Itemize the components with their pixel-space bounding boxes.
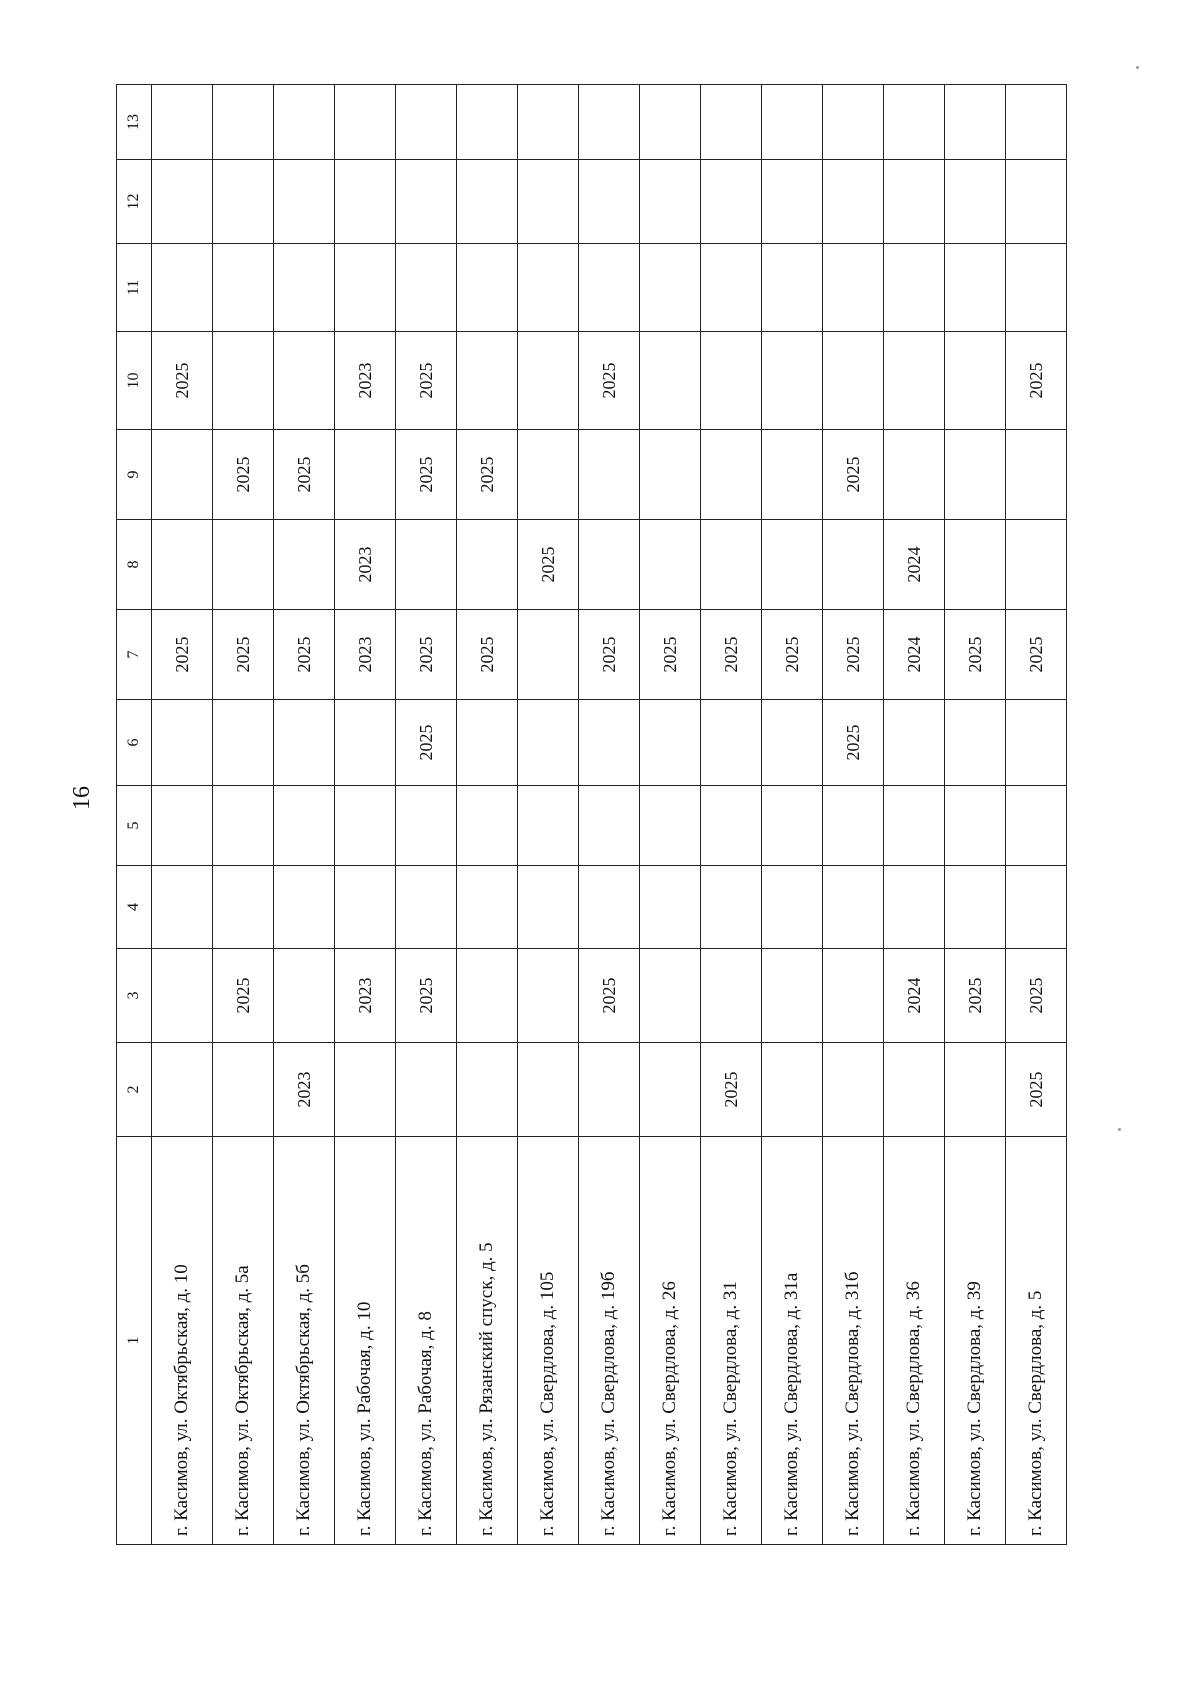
year-cell bbox=[640, 1043, 701, 1137]
year-cell bbox=[152, 520, 213, 610]
column-header-6: 6 bbox=[117, 700, 152, 786]
year-cell bbox=[213, 1043, 274, 1137]
year-cell bbox=[396, 1043, 457, 1137]
year-cell: 2025 bbox=[396, 430, 457, 520]
year-cell bbox=[213, 244, 274, 332]
year-cell: 2025 bbox=[274, 430, 335, 520]
table-rotation-frame bbox=[116, 85, 1062, 1545]
year-cell bbox=[152, 160, 213, 244]
year-cell: 2024 bbox=[884, 949, 945, 1043]
year-cell bbox=[640, 430, 701, 520]
year-cell bbox=[945, 85, 1006, 160]
year-cell bbox=[823, 332, 884, 430]
year-cell: 2025 bbox=[152, 610, 213, 700]
year-cell bbox=[640, 85, 701, 160]
year-cell bbox=[823, 866, 884, 949]
year-cell bbox=[1006, 786, 1067, 866]
year-cell bbox=[457, 244, 518, 332]
year-cell bbox=[884, 85, 945, 160]
year-cell bbox=[457, 520, 518, 610]
year-cell: 2025 bbox=[396, 332, 457, 430]
year-cell bbox=[457, 85, 518, 160]
column-header-4: 4 bbox=[117, 866, 152, 949]
table-row bbox=[884, 85, 945, 1545]
address-cell: г. Касимов, ул. Рабочая, д. 8 bbox=[396, 1137, 457, 1545]
year-cell bbox=[884, 786, 945, 866]
table-row bbox=[457, 85, 518, 1545]
year-cell bbox=[396, 244, 457, 332]
year-cell bbox=[457, 160, 518, 244]
year-cell bbox=[152, 786, 213, 866]
year-cell bbox=[762, 244, 823, 332]
year-cell bbox=[762, 430, 823, 520]
year-cell bbox=[274, 244, 335, 332]
year-cell: 2025 bbox=[213, 430, 274, 520]
year-cell: 2025 bbox=[396, 949, 457, 1043]
year-cell bbox=[823, 244, 884, 332]
year-cell bbox=[579, 160, 640, 244]
year-cell: 2024 bbox=[884, 610, 945, 700]
year-cell bbox=[457, 866, 518, 949]
year-cell bbox=[152, 430, 213, 520]
year-cell: 2025 bbox=[579, 949, 640, 1043]
year-cell: 2025 bbox=[457, 430, 518, 520]
year-cell bbox=[640, 949, 701, 1043]
year-cell bbox=[823, 786, 884, 866]
address-cell: г. Касимов, ул. Свердлова, д. 36 bbox=[884, 1137, 945, 1545]
address-cell: г. Касимов, ул. Октябрьская, д. 10 bbox=[152, 1137, 213, 1545]
year-cell bbox=[762, 520, 823, 610]
year-cell bbox=[1006, 244, 1067, 332]
year-cell bbox=[701, 700, 762, 786]
year-cell bbox=[152, 866, 213, 949]
year-cell: 2025 bbox=[823, 700, 884, 786]
year-cell bbox=[518, 949, 579, 1043]
year-cell bbox=[274, 332, 335, 430]
table-row bbox=[518, 85, 579, 1545]
year-cell bbox=[823, 1043, 884, 1137]
year-cell bbox=[579, 244, 640, 332]
year-cell bbox=[396, 866, 457, 949]
address-cell: г. Касимов, ул. Октябрьская, д. 5б bbox=[274, 1137, 335, 1545]
year-cell bbox=[945, 244, 1006, 332]
year-cell bbox=[152, 85, 213, 160]
year-cell bbox=[762, 1043, 823, 1137]
column-header-7: 7 bbox=[117, 610, 152, 700]
year-cell: 2025 bbox=[945, 610, 1006, 700]
year-cell bbox=[884, 700, 945, 786]
year-cell bbox=[579, 85, 640, 160]
column-header-13: 13 bbox=[117, 85, 152, 160]
year-cell bbox=[823, 85, 884, 160]
year-cell: 2023 bbox=[335, 332, 396, 430]
year-cell bbox=[213, 85, 274, 160]
year-cell bbox=[701, 160, 762, 244]
table-row bbox=[945, 85, 1006, 1545]
address-cell: г. Касимов, ул. Рабочая, д. 10 bbox=[335, 1137, 396, 1545]
year-cell bbox=[457, 786, 518, 866]
year-cell bbox=[823, 520, 884, 610]
year-cell bbox=[945, 700, 1006, 786]
year-cell bbox=[579, 1043, 640, 1137]
column-header-12: 12 bbox=[117, 160, 152, 244]
table-row bbox=[213, 85, 274, 1545]
address-cell: г. Касимов, ул. Свердлова, д. 31 bbox=[701, 1137, 762, 1545]
year-cell bbox=[1006, 85, 1067, 160]
year-cell bbox=[274, 786, 335, 866]
table-row bbox=[762, 85, 823, 1545]
year-cell bbox=[396, 85, 457, 160]
year-cell bbox=[396, 786, 457, 866]
year-cell bbox=[579, 520, 640, 610]
year-cell bbox=[945, 1043, 1006, 1137]
year-cell bbox=[1006, 430, 1067, 520]
year-cell bbox=[274, 520, 335, 610]
address-cell: г. Касимов, ул. Свердлова, д. 105 bbox=[518, 1137, 579, 1545]
year-cell bbox=[640, 160, 701, 244]
address-cell: г. Касимов, ул. Октябрьская, д. 5а bbox=[213, 1137, 274, 1545]
year-cell bbox=[152, 1043, 213, 1137]
year-cell bbox=[274, 700, 335, 786]
year-cell: 2025 bbox=[152, 332, 213, 430]
rotated-table-container bbox=[116, 85, 1062, 1545]
table-row bbox=[152, 85, 213, 1545]
year-cell bbox=[945, 160, 1006, 244]
year-cell bbox=[701, 786, 762, 866]
table-row bbox=[274, 85, 335, 1545]
year-cell bbox=[640, 700, 701, 786]
year-cell: 2025 bbox=[823, 430, 884, 520]
scan-speck bbox=[1118, 1128, 1121, 1131]
year-cell bbox=[274, 160, 335, 244]
year-cell bbox=[335, 866, 396, 949]
year-cell bbox=[518, 700, 579, 786]
year-cell bbox=[762, 949, 823, 1043]
year-cell bbox=[457, 949, 518, 1043]
year-cell: 2024 bbox=[884, 520, 945, 610]
table-row bbox=[335, 85, 396, 1545]
year-cell bbox=[701, 85, 762, 160]
year-cell bbox=[518, 1043, 579, 1137]
year-cell bbox=[1006, 520, 1067, 610]
year-cell bbox=[518, 610, 579, 700]
year-cell bbox=[823, 949, 884, 1043]
year-cell bbox=[457, 332, 518, 430]
year-cell bbox=[518, 85, 579, 160]
year-cell: 2025 bbox=[701, 1043, 762, 1137]
year-cell: 2025 bbox=[457, 610, 518, 700]
year-cell: 2025 bbox=[579, 332, 640, 430]
address-cell: г. Касимов, ул. Свердлова, д. 5 bbox=[1006, 1137, 1067, 1545]
column-header-1: 1 bbox=[117, 1137, 152, 1545]
column-header-10: 10 bbox=[117, 332, 152, 430]
year-cell: 2025 bbox=[640, 610, 701, 700]
year-cell bbox=[274, 866, 335, 949]
year-cell: 2025 bbox=[274, 610, 335, 700]
year-cell: 2023 bbox=[335, 949, 396, 1043]
column-header-2: 2 bbox=[117, 1043, 152, 1137]
year-cell bbox=[640, 786, 701, 866]
year-cell bbox=[152, 949, 213, 1043]
year-cell bbox=[213, 700, 274, 786]
year-cell: 2025 bbox=[579, 610, 640, 700]
year-cell bbox=[762, 160, 823, 244]
address-cell: г. Касимов, ул. Рязанский спуск, д. 5 bbox=[457, 1137, 518, 1545]
year-cell bbox=[701, 244, 762, 332]
year-cell bbox=[701, 520, 762, 610]
year-cell bbox=[152, 700, 213, 786]
column-header-8: 8 bbox=[117, 520, 152, 610]
year-cell bbox=[1006, 866, 1067, 949]
year-cell bbox=[335, 430, 396, 520]
year-cell bbox=[396, 160, 457, 244]
column-header-11: 11 bbox=[117, 244, 152, 332]
address-cell: г. Касимов, ул. Свердлова, д. 19б bbox=[579, 1137, 640, 1545]
column-header-5: 5 bbox=[117, 786, 152, 866]
year-cell: 2025 bbox=[1006, 1043, 1067, 1137]
year-cell: 2023 bbox=[335, 610, 396, 700]
year-cell bbox=[701, 332, 762, 430]
scan-speck bbox=[1136, 66, 1139, 69]
year-cell bbox=[945, 786, 1006, 866]
year-cell bbox=[945, 866, 1006, 949]
year-cell bbox=[945, 332, 1006, 430]
address-cell: г. Касимов, ул. Свердлова, д. 26 bbox=[640, 1137, 701, 1545]
year-cell bbox=[884, 244, 945, 332]
year-cell: 2025 bbox=[762, 610, 823, 700]
year-cell: 2025 bbox=[701, 610, 762, 700]
year-cell bbox=[701, 430, 762, 520]
year-cell: 2025 bbox=[1006, 332, 1067, 430]
year-cell bbox=[213, 160, 274, 244]
year-cell: 2025 bbox=[213, 610, 274, 700]
year-cell: 2025 bbox=[518, 520, 579, 610]
year-cell: 2025 bbox=[396, 700, 457, 786]
year-cell bbox=[579, 430, 640, 520]
year-cell bbox=[701, 949, 762, 1043]
year-cell bbox=[518, 430, 579, 520]
year-cell: 2025 bbox=[945, 949, 1006, 1043]
year-cell bbox=[884, 160, 945, 244]
column-header-3: 3 bbox=[117, 949, 152, 1043]
year-cell bbox=[518, 332, 579, 430]
year-cell: 2025 bbox=[213, 949, 274, 1043]
year-cell bbox=[579, 700, 640, 786]
year-cell: 2023 bbox=[335, 520, 396, 610]
year-cell bbox=[640, 244, 701, 332]
year-cell: 2025 bbox=[823, 610, 884, 700]
table-row bbox=[396, 85, 457, 1545]
year-cell bbox=[213, 332, 274, 430]
address-cell: г. Касимов, ул. Свердлова, д. 39 bbox=[945, 1137, 1006, 1545]
schedule-table bbox=[116, 84, 1067, 1545]
year-cell bbox=[335, 160, 396, 244]
year-cell bbox=[762, 866, 823, 949]
year-cell bbox=[335, 700, 396, 786]
year-cell bbox=[823, 160, 884, 244]
header-row bbox=[117, 85, 152, 1545]
year-cell bbox=[762, 786, 823, 866]
table-row bbox=[579, 85, 640, 1545]
year-cell bbox=[396, 520, 457, 610]
year-cell bbox=[762, 85, 823, 160]
table-row bbox=[1006, 85, 1067, 1545]
table-row bbox=[823, 85, 884, 1545]
address-cell: г. Касимов, ул. Свердлова, д. 31а bbox=[762, 1137, 823, 1545]
year-cell bbox=[518, 244, 579, 332]
year-cell bbox=[640, 332, 701, 430]
year-cell bbox=[457, 700, 518, 786]
year-cell bbox=[1006, 160, 1067, 244]
year-cell bbox=[335, 1043, 396, 1137]
year-cell bbox=[579, 866, 640, 949]
year-cell bbox=[701, 866, 762, 949]
year-cell bbox=[640, 866, 701, 949]
table-body bbox=[152, 85, 1067, 1545]
year-cell: 2025 bbox=[396, 610, 457, 700]
column-header-9: 9 bbox=[117, 430, 152, 520]
year-cell bbox=[640, 520, 701, 610]
year-cell bbox=[762, 700, 823, 786]
table-row bbox=[640, 85, 701, 1545]
year-cell: 2023 bbox=[274, 1043, 335, 1137]
year-cell bbox=[1006, 700, 1067, 786]
year-cell bbox=[884, 866, 945, 949]
year-cell bbox=[274, 949, 335, 1043]
year-cell bbox=[518, 866, 579, 949]
year-cell bbox=[945, 430, 1006, 520]
year-cell bbox=[213, 866, 274, 949]
year-cell bbox=[335, 244, 396, 332]
address-cell: г. Касимов, ул. Свердлова, д. 31б bbox=[823, 1137, 884, 1545]
year-cell: 2025 bbox=[1006, 610, 1067, 700]
year-cell bbox=[884, 332, 945, 430]
year-cell: 2025 bbox=[1006, 949, 1067, 1043]
year-cell bbox=[457, 1043, 518, 1137]
year-cell bbox=[335, 85, 396, 160]
year-cell bbox=[762, 332, 823, 430]
year-cell bbox=[335, 786, 396, 866]
page-number: 16 bbox=[68, 786, 95, 810]
year-cell bbox=[213, 520, 274, 610]
year-cell bbox=[518, 160, 579, 244]
year-cell bbox=[884, 1043, 945, 1137]
year-cell bbox=[152, 244, 213, 332]
table-row bbox=[701, 85, 762, 1545]
year-cell bbox=[518, 786, 579, 866]
year-cell bbox=[274, 85, 335, 160]
year-cell bbox=[579, 786, 640, 866]
year-cell bbox=[213, 786, 274, 866]
year-cell bbox=[884, 430, 945, 520]
year-cell bbox=[945, 520, 1006, 610]
